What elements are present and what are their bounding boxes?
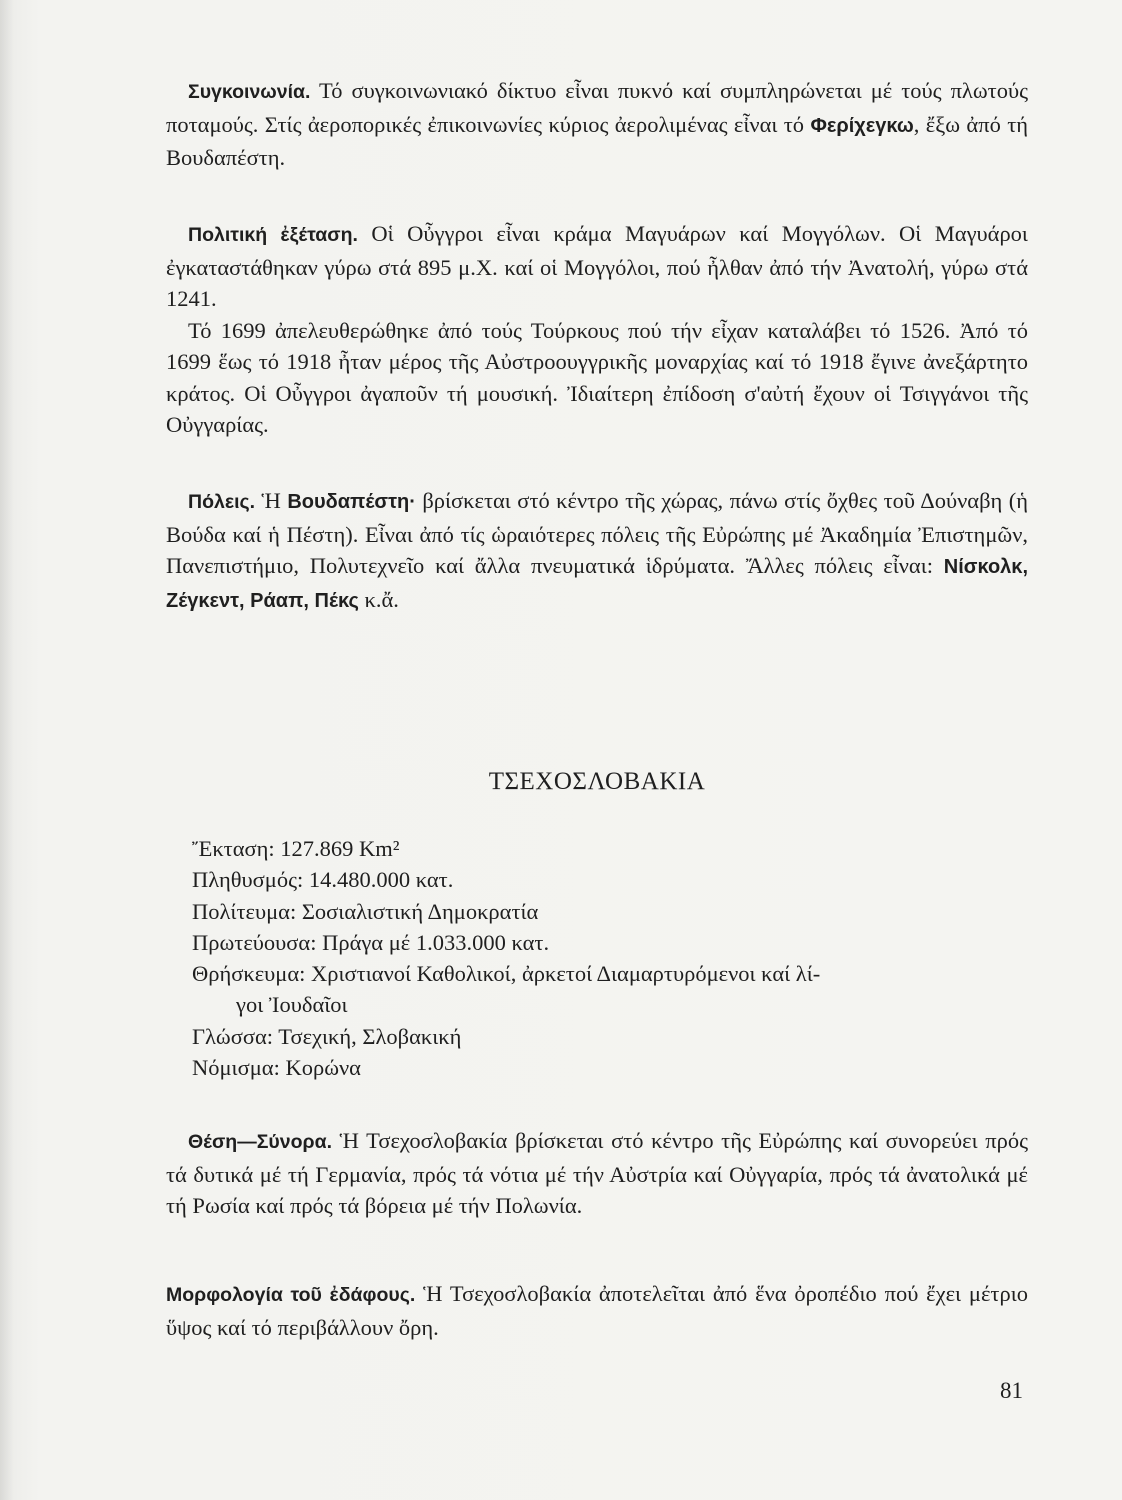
transport-paragraph (166, 75, 1028, 174)
fact-area: Ἔκταση: 127.869 Km² (192, 836, 400, 861)
transport-text-1: Τό συγκοινωνιακό δίκτυο εἶναι πυκνό καί συμπληρώνεται μέ τούς πλωτούς ποταμούς. Στίς ἀεροπορικές ἐπικοινωνίες κύριος ἀερολιμένας εἶναι τό (166, 78, 1028, 137)
position-text: Ἡ Τσεχοσλοβακία βρίσκεται στό κέντρο τῆς Εὐρώπης καί συνορεύει πρός τά δυτικά μέ τή Γερμανία, πρός τά νότια μέ τήν Αὐστρία καί Οὐγγαρία, πρός τά ἀνατολικά μέ τή Ρωσία καί πρός τά βόρεια μέ τήν Πολωνία. (166, 1128, 1028, 1218)
airport-name: Φερίχεγκω (810, 114, 914, 137)
other-cities: Νίσκολκ, Ζέγκεντ, Ράαπ, Πέκς (166, 556, 1028, 612)
cities-paragraph (166, 485, 1028, 617)
fact-language: Γλώσσα: Τσεχική, Σλοβακική (192, 1023, 462, 1049)
fact-capital: Πρωτεύουσα: Πράγα μέ 1.033.000 κατ. (192, 929, 550, 955)
position-paragraph (166, 1125, 1028, 1222)
fact-population: Πληθυσμός: 14.480.000 κατ. (192, 867, 454, 893)
cities-heading: Πόλεις. (188, 491, 256, 513)
section-title: ΤΣΕΧΟΣΛΟΒΑΚΙΑ (488, 768, 706, 795)
politics-paragraph (166, 218, 1028, 441)
cities-text-2: βρίσκεται στό κέντρο τῆς χώρας, πάνω στίς ὄχθες τοῦ Δούναβη (ἡ Βούδα καί ἡ Πέστη). Εἶναι ἀπό τίς ὡραιότερες πόλεις τῆς Εὐρώπης μέ Ἀκαδημία Ἐπιστημῶν, Πανεπιστήμιο, Πολυτεχνεῖο καί ἄλλα πνευματικά ἱδρύματα. Ἄλλες πόλεις εἶναι: (166, 488, 1028, 578)
position-heading: Θέση—Σύνορα. (188, 1131, 332, 1153)
capital-name: Βουδαπέστη· (287, 491, 416, 513)
morphology-heading: Μορφολογία τοῦ ἐδάφους. (166, 1284, 416, 1306)
transport-text-2: , ἔξω ἀπό τή Βουδαπέστη. (166, 111, 1029, 170)
politics-text-2: Τό 1699 ἀπελευθερώθηκε ἀπό τούς Τούρκους πού τήν εἶχαν καταλάβει τό 1526. Ἀπό τό 1699 ἕως τό 1918 ἦταν μέρος τῆς Αὐστροουγγρικῆς μοναρχίας καί τό 1918 ἔγινε ἀνεξάρτητο κράτος. Οἱ Οὖγγροι ἀγαποῦν τή μουσική. Ἰδιαίτερη ἐπίδοση σ'αὐτή ἔχουν οἱ Τσιγγάνοι τῆς Οὐγγαρίας. (166, 317, 1028, 437)
facts-list (192, 833, 1028, 1083)
fact-government: Πολίτευμα: Σοσιαλιστική Δημοκρατία (192, 898, 539, 924)
morphology-paragraph (166, 1278, 1028, 1343)
fact-religion-cont: γοι Ἰουδαῖοι (236, 992, 348, 1018)
cities-text-1: Ἡ (255, 488, 288, 513)
politics-heading: Πολιτική ἐξέταση. (188, 224, 358, 246)
politics-text: Οἱ Οὖγγροι εἶναι κράμα Μαγυάρων καί Μογγόλων. Οἱ Μαγυάροι ἐγκαταστάθηκαν γύρω στά 895 μ.Χ. καί οἱ Μογγόλοι, πού ἦλθαν ἀπό τήν Ἀνατολή, γύρω στά 1241. (166, 221, 1028, 311)
morphology-text: Ἡ Τσεχοσλοβακία ἀποτελεῖται ἀπό ἕνα ὀροπέδιο πού ἔχει μέτριο ὕψος καί τό περιβάλλουν ὄρη. (166, 1281, 1028, 1340)
fact-religion: Θρήσκευμα: Χριστιανοί Καθολικοί, ἀρκετοί Διαμαρτυρόμενοι καί λί- (192, 961, 821, 987)
page-number: 81 (1000, 1378, 1023, 1403)
fact-currency: Νόμισμα: Κορώνα (192, 1055, 361, 1081)
transport-heading: Συγκοινωνία. (188, 81, 311, 103)
cities-text-3: κ.ἄ. (358, 586, 399, 612)
